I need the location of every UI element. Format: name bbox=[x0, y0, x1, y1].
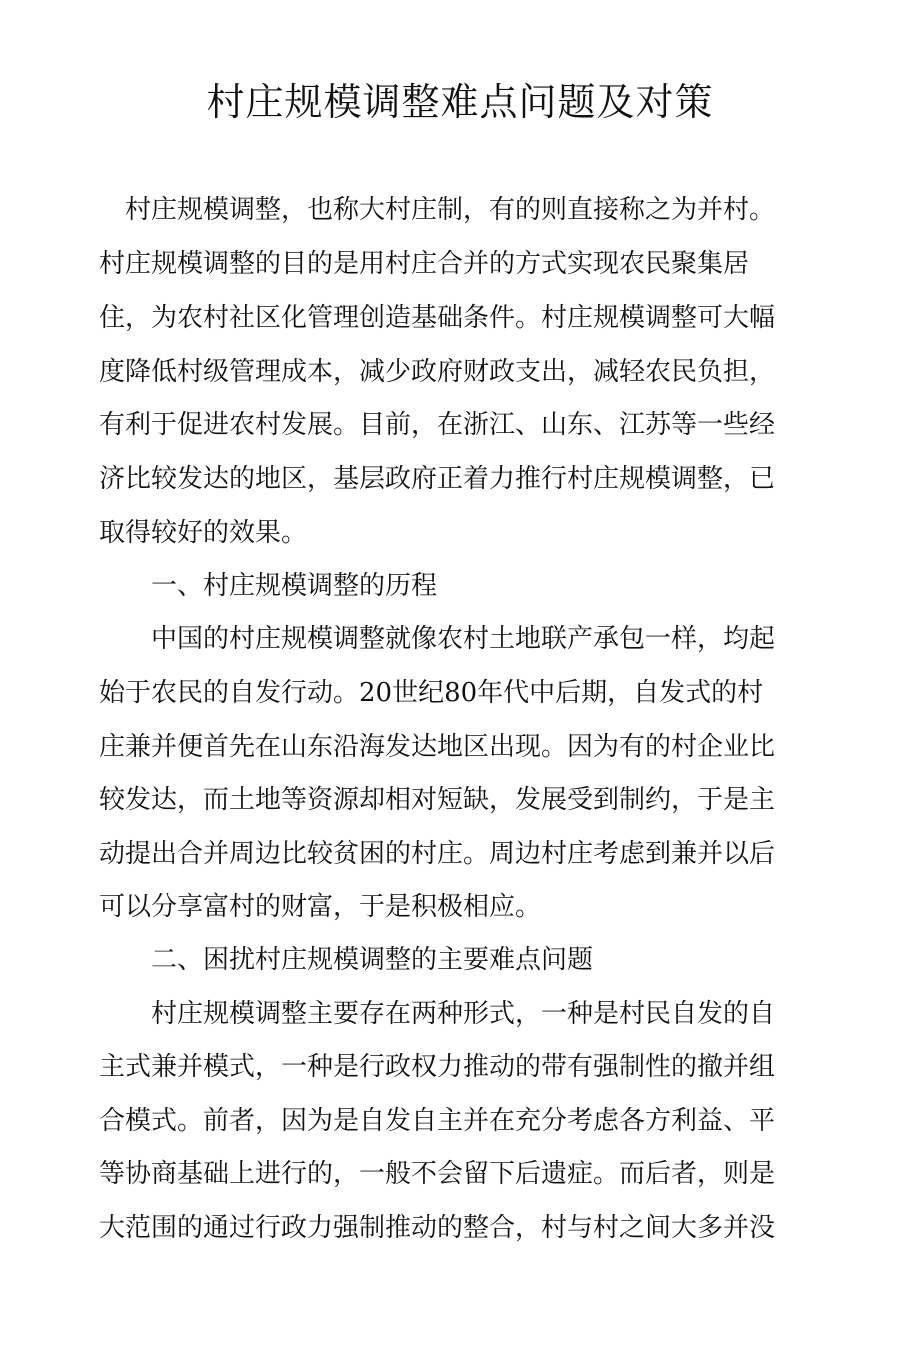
paragraph-line: 大范围的通过行政力强制推动的整合，村与村之间大多并没 bbox=[99, 1213, 776, 1243]
paragraph-line: 始于农民的自发行动。20世纪80年代中后期，自发式的村 bbox=[99, 678, 764, 708]
paragraph-line: 中国的村庄规模调整就像农村土地联产承包一样，均起 bbox=[99, 624, 776, 654]
paragraph-line: 有利于促进农村发展。目前，在浙江、山东、江苏等一些经 bbox=[99, 410, 776, 440]
paragraph-line: 取得较好的效果。 bbox=[99, 518, 308, 548]
section-heading: 二、困扰村庄规模调整的主要难点问题 bbox=[99, 945, 594, 975]
paragraph-line: 合模式。前者，因为是自发自主并在充分考虑各方利益、平 bbox=[99, 1106, 776, 1136]
paragraph-line: 村庄规模调整主要存在两种形式，一种是村民自发的自 bbox=[99, 999, 776, 1029]
paragraph-line: 动提出合并周边比较贫困的村庄。周边村庄考虑到兼并以后 bbox=[99, 839, 776, 869]
section-heading: 一、村庄规模调整的历程 bbox=[99, 571, 438, 601]
paragraph-line: 主式兼并模式，一种是行政权力推动的带有强制性的撤并组 bbox=[99, 1052, 776, 1082]
paragraph-line: 较发达，而土地等资源却相对短缺，发展受到制约，于是主 bbox=[99, 785, 776, 815]
paragraph-line: 济比较发达的地区，基层政府正着力推行村庄规模调整，已 bbox=[99, 464, 776, 494]
paragraph-line: 可以分享富村的财富，于是积极相应。 bbox=[99, 892, 542, 922]
paragraph-line: 等协商基础上进行的，一般不会留下后遗症。而后者，则是 bbox=[99, 1159, 776, 1189]
paragraph-line: 度降低村级管理成本，减少政府财政支出，减轻农民负担， bbox=[99, 357, 776, 387]
paragraph-line: 村庄规模调整的目的是用村庄合并的方式实现农民聚集居 bbox=[99, 249, 750, 279]
paragraph-line: 住，为农村社区化管理创造基础条件。村庄规模调整可大幅 bbox=[99, 303, 776, 333]
paragraph-line: 庄兼并便首先在山东沿海发达地区出现。因为有的村企业比 bbox=[99, 732, 776, 762]
paragraph-line: 村庄规模调整，也称大村庄制，有的则直接称之为并村。 bbox=[99, 195, 776, 225]
document-title: 村庄规模调整难点问题及对策 bbox=[206, 80, 714, 124]
